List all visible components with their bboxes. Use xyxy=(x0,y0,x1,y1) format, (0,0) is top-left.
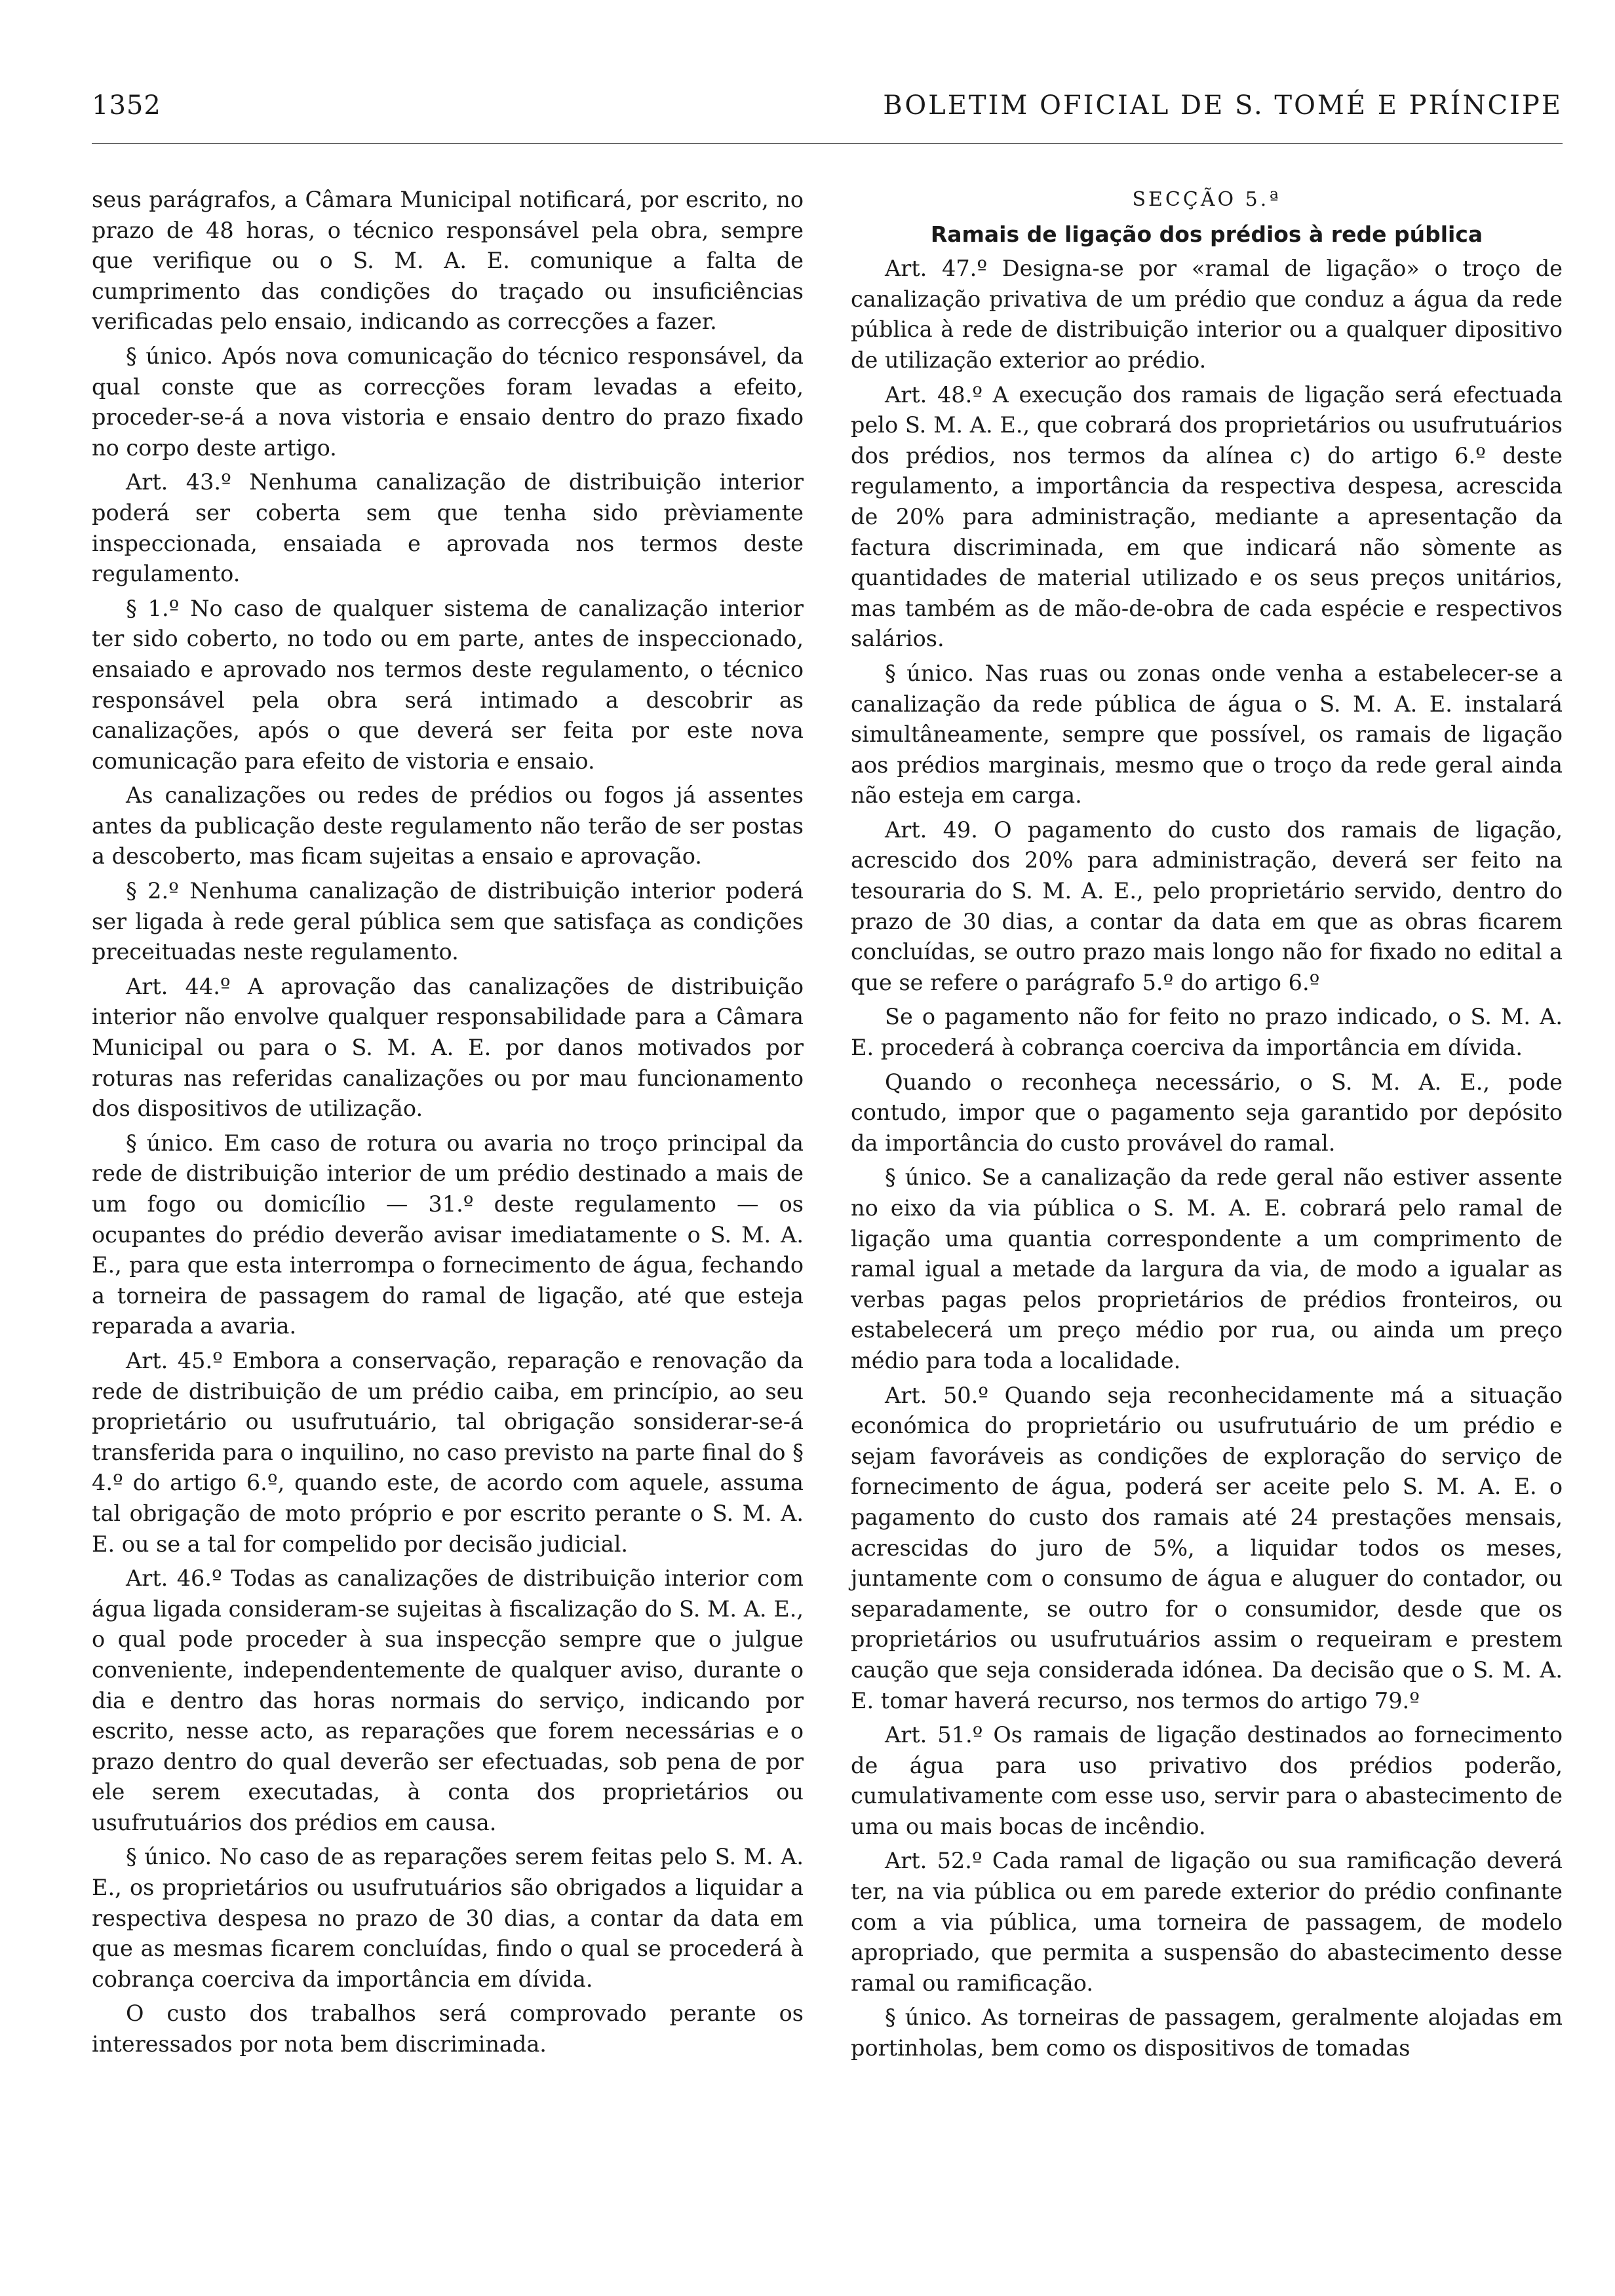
header-divider xyxy=(92,143,1563,144)
paragraph: Art. 47.º Designa-se por «ramal de ligação» o troço de canalização privativa de um prédio que conduz a água da rede pública à rede de distribuição interior ou a qualquer dipositivo de utilização exterior ao prédio. xyxy=(851,256,1563,373)
paragraph: seus parágrafos, a Câmara Municipal notificará, por escrito, no prazo de 48 horas, o técnico responsável pela obra, sempre que verifique ou o S. M. A. E. comunique a falta de cumprimento das condições do traçado ou insuficiências verificadas pelo ensaio, indicando as correcções a fazer. xyxy=(92,187,804,335)
bulletin-title: BOLETIM OFICIAL DE S. TOMÉ E PRÍNCIPE xyxy=(883,90,1563,121)
paragraph: § único. No caso de as reparações serem feitas pelo S. M. A. E., os proprietários ou usufrutuários são obrigados a liquidar a respectiva despesa no prazo de 30 dias, a contar da data em que as mesmas ficarem concluídas, findo o qual se procederá à cobrança coerciva da importância em dívida. xyxy=(92,1844,804,1992)
paragraph: § 2.º Nenhuma canalização de distribuição interior poderá ser ligada à rede geral pública sem que satisfaça as condições preceituadas neste regulamento. xyxy=(92,878,804,965)
paragraph: Quando o reconheça necessário, o S. M. A. E., pode contudo, impor que o pagamento seja garantido por depósito da importância do custo provável do ramal. xyxy=(851,1069,1563,1156)
paragraph: Art. 48.º A execução dos ramais de ligação será efectuada pelo S. M. A. E., que cobrará dos proprietários ou usufrutuários dos prédios, nos termos da alínea c) do artigo 6.º deste regulamento, a importância da respectiva despesa, acrescida de 20% para administração, mediante a apresentação da factura discriminada, em que indicará não sòmente as quantidades de material utilizado e os seus preços unitários, mas também as de mão-de-obra de cada espécie e respectivos salários. xyxy=(851,381,1563,652)
page-number: 1352 xyxy=(92,90,161,121)
paragraph: § único. Se a canalização da rede geral não estiver assente no eixo da via pública o S. M. A. E. cobrará pelo ramal de ligação uma quantia correspondente a um comprimento de ramal igual a metade da largura da via, de modo a igualar as verbas pagas pelos proprietários de prédios fronteiros, ou estabelecerá um preço médio por rua, ou ainda um preço médio para toda a localidade. xyxy=(851,1164,1563,1373)
paragraph: Art. 52.º Cada ramal de ligação ou sua ramificação deverá ter, na via pública ou em parede exterior do prédio confinante com a via pública, uma torneira de passagem, de modelo apropriado, que permita a suspensão do abastecimento desse ramal ou ramificação. xyxy=(851,1848,1563,1996)
section-heading: Ramais de ligação dos prédios à rede pública xyxy=(930,221,1483,247)
right-column xyxy=(851,185,1563,2068)
paragraph: Art. 46.º Todas as canalizações de distribuição interior com água ligada consideram-se sujeitas à fiscalização do S. M. A. E., o qual pode proceder à sua inspecção sempre que o julgue conveniente, independentemente de qualquer aviso, durante o dia e dentro das horas normais do serviço, indicando por escrito, nesse acto, as reparações que forem necessárias e o prazo dentro do qual deverão ser efectuadas, sob pena de por ele serem executadas, à conta dos proprietários ou usufrutuários dos prédios em causa. xyxy=(92,1565,804,1835)
paragraph: Se o pagamento não for feito no prazo indicado, o S. M. A. E. procederá à cobrança coerciva da importância em dívida. xyxy=(851,1004,1563,1061)
paragraph: § único. As torneiras de passagem, geralmente alojadas em portinholas, bem como os dispositivos de tomadas xyxy=(851,2004,1563,2061)
paragraph: Art. 50.º Quando seja reconhecidamente má a situação económica do proprietário ou usufrutuário de um prédio e sejam favoráveis as condições de exploração do serviço de fornecimento de água, poderá ser aceite pelo S. M. A. E. o pagamento do custo dos ramais até 24 prestações mensais, acrescidas do juro de 5%, a liquidar todos os meses, juntamente com o consumo de água e aluguer do contador, ou separadamente, se outro for o consumidor, desde que os proprietários ou usufrutuários assim o requeiram e prestem caução que seja considerada idónea. Da decisão que o S. M. A. E. tomar haverá recurso, nos termos do artigo 79.º xyxy=(851,1382,1563,1713)
paragraph: O custo dos trabalhos será comprovado perante os interessados por nota bem discriminada. xyxy=(92,2000,804,2057)
paragraph: As canalizações ou redes de prédios ou fogos já assentes antes da publicação deste regulamento não terão de ser postas a descoberto, mas ficam sujeitas a ensaio e aprovação. xyxy=(92,782,804,870)
left-column xyxy=(92,185,804,2064)
paragraph: § único. Em caso de rotura ou avaria no troço principal da rede de distribuição interior de um prédio destinado a mais de um fogo ou domicílio — 31.º deste regulamento — os ocupantes do prédio deverão avisar imediatamente o S. M. A. E., para que esta interrompa o fornecimento de água, fechando a torneira de passagem do ramal de ligação, até que esteja reparada a avaria. xyxy=(92,1130,804,1339)
paragraph: § único. Após nova comunicação do técnico responsável, da qual conste que as correcções foram levadas a efeito, proceder-se-á a nova vistoria e ensaio dentro do prazo fixado no corpo deste artigo. xyxy=(92,343,804,461)
paragraph: Art. 49. O pagamento do custo dos ramais de ligação, acrescido dos 20% para administração, deverá ser feito na tesouraria do S. M. A. E., pelo proprietário servido, dentro do prazo de 30 dias, a contar da data em que as obras ficarem concluídas, se outro prazo mais longo não for fixado no edital a que se refere o parágrafo 5.º do artigo 6.º xyxy=(851,816,1563,995)
paragraph: § único. Nas ruas ou zonas onde venha a estabelecer-se a canalização da rede pública de água o S. M. A. E. instalará simultâneamente, sempre que possível, os ramais de ligação aos prédios marginais, mesmo que o troço da rede geral ainda não esteja em carga. xyxy=(851,660,1563,809)
paragraph: Art. 45.º Embora a conservação, reparação e renovação da rede de distribuição de um prédio caiba, em princípio, ao seu proprietário ou usufrutuário, tal obrigação sonsiderar-se-á transferida para o inquilino, no caso previsto na parte final do § 4.º do artigo 6.º, quando este, de acordo com aquele, assuma tal obrigação de moto próprio e por escrito perante o S. M. A. E. ou se a tal for compelido por decisão judicial. xyxy=(92,1347,804,1557)
paragraph: Art. 51.º Os ramais de ligação destinados ao fornecimento de água para uso privativo dos prédios poderão, cumulativamente com esse uso, servir para o abastecimento de uma ou mais bocas de incêndio. xyxy=(851,1722,1563,1839)
section-label: SECÇÃO 5.ª xyxy=(1132,188,1281,211)
paragraph: § 1.º No caso de qualquer sistema de canalização interior ter sido coberto, no todo ou em parte, antes de inspeccionado, ensaiado e aprovado nos termos deste regulamento, o técnico responsável pela obra será intimado a descobrir as canalizações, após o que deverá ser feita por este nova comunicação para efeito de vistoria e ensaio. xyxy=(92,595,804,774)
paragraph: Art. 43.º Nenhuma canalização de distribuição interior poderá ser coberta sem que tenha sido prèviamente inspeccionada, ensaiada e aprovada nos termos deste regulamento. xyxy=(92,469,804,587)
paragraph: Art. 44.º A aprovação das canalizações de distribuição interior não envolve qualquer responsabilidade para a Câmara Municipal ou para o S. M. A. E. por danos motivados por roturas nas referidas canalizações ou por mau funcionamento dos dispositivos de utilização. xyxy=(92,973,804,1122)
